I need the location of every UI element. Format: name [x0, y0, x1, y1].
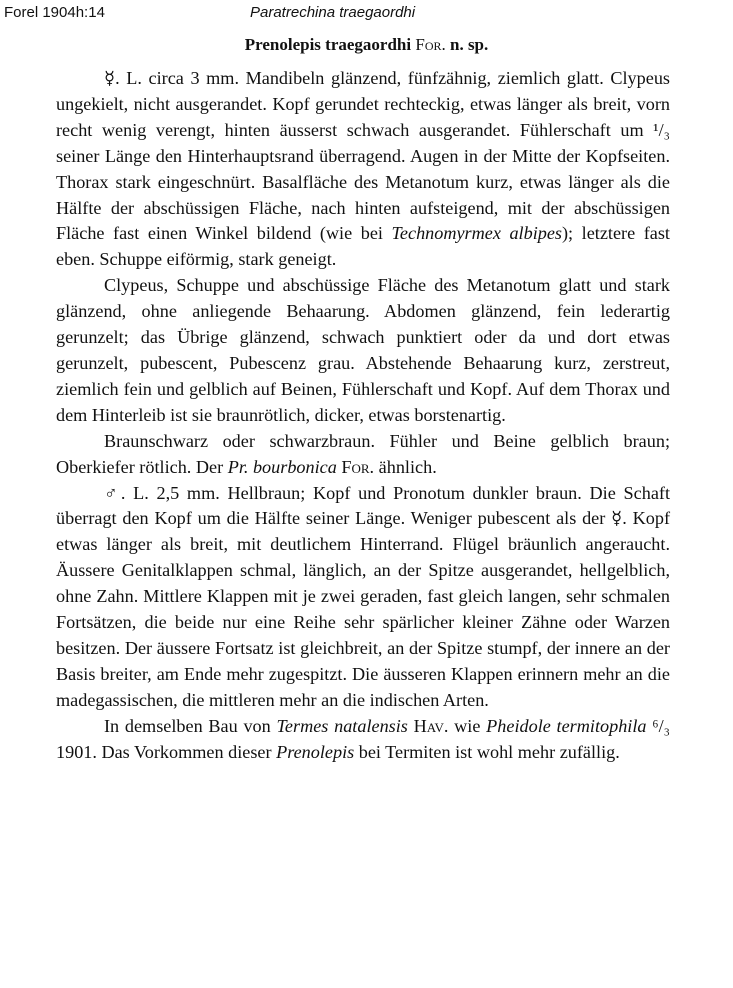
italic-text: Pr. bourbonica: [227, 456, 337, 477]
italic-text: Prenolepis: [276, 741, 355, 762]
paragraph: [56, 429, 670, 481]
text-run: ♂. L. 2,5 mm. Hellbraun; Kopf und Pronotum dunkler braun. Die Schaft überragt den Kopf um die Hälfte seiner Länge. Weniger pubescent als der ☿. Kopf etwas länger als breit, mit deutlichem Hinterrand. Flügel bräunlich angeraucht. Äussere Genitalklappen schmal, länglich, an der Spitze ausgerandet, hellgelblich, ohne Zahn. Mittlere Klappen mit je zwei geraden, fast gleich langen, sehr schmalen Fortsätzen, die beide nur eine Reihe sehr spärlicher kleiner Zähne oder Warzen besitzen. Der äussere Fortsatz ist gleichbreit, an der Spitze stumpf, der innere an der Basis breiter, am Ende mehr zugespitzt. Die äusseren Klappen erinnern mehr an die madegassischen, die mittleren mehr an die indischen Arten.: [56, 482, 670, 710]
description-body: [56, 66, 670, 765]
author-abbrev: Hav.: [413, 715, 449, 736]
paragraph: [56, 714, 670, 766]
author-abbrev: For.: [341, 456, 375, 477]
header-citation: Forel 1904h:14: [4, 4, 105, 21]
title-author: For.: [415, 35, 446, 54]
italic-text: Termes natalensis: [276, 715, 408, 736]
text-run: ⁶/₃ 1901. Das Vorkommen dieser: [56, 715, 670, 762]
title-suffix: n. sp.: [449, 35, 489, 54]
italic-text: Pheidole termitophila: [486, 715, 647, 736]
italic-text: Technomyrmex albipes: [391, 223, 562, 244]
text-run: wie: [448, 715, 487, 736]
title-name: Prenolepis traegaordhi: [244, 35, 412, 54]
paragraph: [56, 273, 670, 428]
text-run: ☿. L. circa 3 mm. Mandibeln glänzend, fünfzähnig, ziemlich glatt. Clypeus ungekielt, nicht ausgerandet. Kopf gerundet rechteckig, etwas länger als breit, vorn recht wenig verengt, hinten äusserst schwach ausgerandet. Fühlerschaft um ¹/₃ seiner Länge den Hinterhauptsrand überragend. Augen in der Mitte der Kopfseiten. Thorax stark eingeschnürt. Basalfläche des Metanotum kurz, etwas länger als die Hälfte der abschüssigen Fläche, nach hinten aufsteigend, mit der abschüssigen Fläche fast einen Winkel bildend (wie bei: [56, 68, 670, 244]
text-run: Braunschwarz oder schwarzbraun. Fühler und Beine gelblich braun; Oberkiefer rötlich. Der: [56, 430, 670, 477]
text-run: In demselben Bau von: [104, 715, 277, 736]
paragraph: [56, 66, 670, 273]
text-run: Clypeus, Schuppe und abschüssige Fläche des Metanotum glatt und stark glänzend, ohne anliegende Behaarung. Abdomen glänzend, fein lederartig gerunzelt; das Übrige glänzend, schwach punktiert oder da und dort etwas gerunzelt, pubescent, Pubescenz grau. Abstehende Behaarung kurz, zerstreut, ziemlich fein und gelblich auf Beinen, Fühlerschaft und Kopf. Auf dem Thorax und dem Hinterleib ist sie braunrötlich, dicker, etwas borstenartig.: [56, 275, 670, 425]
text-run: bei Termiten ist wohl mehr zufällig.: [354, 741, 620, 762]
header-species: Paratrechina traegaordhi: [250, 4, 416, 21]
species-title: [0, 35, 733, 55]
paragraph: [56, 481, 670, 714]
text-run: ähnlich.: [374, 456, 437, 477]
text-run: ); letztere fast eben. Schuppe eiförmig, stark geneigt.: [56, 223, 670, 270]
